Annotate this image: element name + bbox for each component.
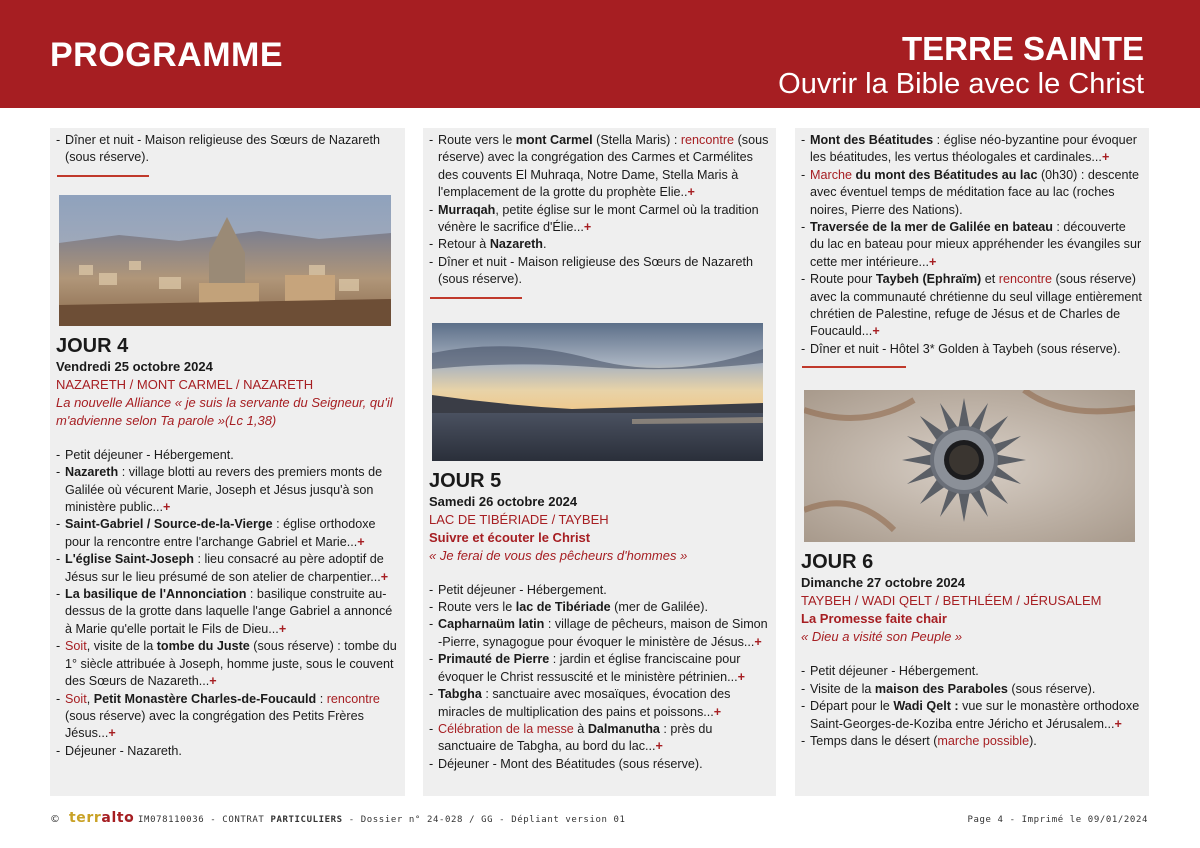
day-theme: La Promesse faite chair: [801, 611, 947, 627]
list-item: - Célébration de la messe à Dalmanutha : près du sanctuaire de Tabgha, au bord du lac...+: [429, 721, 770, 756]
day-quote: « Dieu a visité son Peuple »: [801, 629, 963, 645]
list-item: - Route vers le mont Carmel (Stella Maris) : rencontre (sous réserve) avec la congrégation des Carmes et Carmélites des couvents El Muhraqa, Notre Dame, Stella Maris à l'emplacement de la grotte du prophète Elie..+: [429, 132, 770, 202]
day-date: Dimanche 27 octobre 2024: [801, 575, 966, 591]
list-item: - Déjeuner - Nazareth.: [56, 743, 399, 760]
day-date: Samedi 26 octobre 2024: [429, 493, 578, 509]
item-list: [801, 663, 1143, 750]
item-list-top: [801, 132, 1143, 358]
trip-title: TERRE SAINTE: [901, 30, 1144, 67]
list-item: - Soit, Petit Monastère Charles-de-Foucauld : rencontre (sous réserve) avec la congrégation des Petits Frères Jésus...+: [56, 691, 399, 743]
list-item: - Mont des Béatitudes : église néo-byzantine pour évoquer les béatitudes, les vertus théologales et cardinales...+: [801, 132, 1143, 167]
list-item: - Saint-Gabriel / Source-de-la-Vierge : église orthodoxe pour la rencontre entre l'archange Gabriel et Marie...+: [56, 516, 399, 551]
more-link[interactable]: +: [872, 324, 880, 339]
more-link[interactable]: +: [583, 220, 592, 235]
item-list-top: [429, 132, 770, 289]
more-link[interactable]: +: [278, 621, 287, 636]
list-item: - Temps dans le désert (marche possible).: [801, 733, 1143, 750]
more-link[interactable]: +: [687, 185, 695, 200]
day-route: TAYBEH / WADI QELT / BETHLÉEM / JÉRUSALEM: [801, 593, 1102, 609]
more-link[interactable]: +: [1101, 150, 1110, 165]
list-item: - Dîner et nuit - Maison religieuse des Sœurs de Nazareth (sous réserve).: [429, 254, 770, 289]
day-quote: La nouvelle Alliance « je suis la servante du Seigneur, qu'il m'advienne selon Ta parole »(Lc 1,38): [56, 394, 393, 428]
page-header: [0, 0, 1200, 108]
list-item: - Dîner et nuit - Hôtel 3* Golden à Taybeh (sous réserve).: [801, 341, 1143, 358]
separator: [430, 297, 522, 299]
list-item: - Retour à Nazareth.: [429, 236, 770, 253]
page-title: PROGRAMME: [50, 36, 284, 74]
list-item: - Petit déjeuner - Hébergement.: [801, 663, 1143, 680]
list-item: - Déjeuner - Mont des Béatitudes (sous réserve).: [429, 756, 770, 773]
more-link[interactable]: +: [655, 739, 663, 754]
lake-photo: [432, 323, 763, 461]
column-1: [50, 128, 405, 796]
more-link[interactable]: +: [357, 534, 365, 549]
item-list-top: [56, 132, 399, 167]
footer-info: - IM078110036 - CONTRAT PARTICULIERS - Dossier n° 24-028 / GG - Dépliant version 01: [126, 815, 626, 825]
trip-subtitle: Ouvrir la Bible avec le Christ: [778, 68, 1144, 100]
list-item: - La basilique de l'Annonciation : basilique construite au-dessus de la grotte dans laquelle l'ange Gabriel a annoncé à Marie qu'elle portait le Fils de Dieu...+: [56, 586, 399, 638]
list-item: - Murraqah, petite église sur le mont Carmel où la tradition vénère le sacrifice d'Élie...+: [429, 202, 770, 237]
day-quote: « Je ferai de vous des pêcheurs d'hommes »: [429, 547, 688, 563]
list-item: - Dîner et nuit - Maison religieuse des Sœurs de Nazareth (sous réserve).: [56, 132, 399, 167]
day-title: JOUR 6: [801, 551, 874, 574]
list-item: - Tabgha : sanctuaire avec mosaïques, évocation des miracles de multiplication des pains et poissons...+: [429, 686, 770, 721]
page-footer: [50, 810, 1148, 830]
day-title: JOUR 5: [429, 469, 502, 492]
page-number: Page 4 - Imprimé le 09/01/2024: [967, 815, 1148, 825]
day-title: JOUR 4: [56, 334, 129, 357]
more-link[interactable]: +: [754, 634, 762, 649]
list-item: - Petit déjeuner - Hébergement.: [56, 447, 399, 464]
nativity-star-photo: [804, 390, 1135, 542]
terralto-logo: terralto: [69, 810, 135, 826]
list-item: - Primauté de Pierre : jardin et église franciscaine pour évoquer le Christ ressuscité et le ministère pétrinien...+: [429, 651, 770, 686]
day-theme: Suivre et écouter le Christ: [429, 529, 591, 545]
list-item: - Nazareth : village blotti au revers des premiers monts de Galilée où vécurent Marie, Joseph et Jésus jusqu'à son ministère public...+: [56, 464, 399, 516]
separator: [802, 366, 906, 368]
list-item: - Route pour Taybeh (Ephraïm) et rencontre (sous réserve) avec la communauté chrétienne du seul village entièrement chrétien de Palestine, refuge de Jésus et de Charles de Foucauld...+: [801, 271, 1143, 341]
more-link[interactable]: +: [929, 254, 937, 269]
more-link[interactable]: +: [108, 726, 116, 741]
day-route: NAZARETH / MONT CARMEL / NAZARETH: [56, 376, 314, 392]
list-item: - Traversée de la mer de Galilée en bateau : découverte du lac en bateau pour mieux appréhender les évangiles sur cette mer intérieure...+: [801, 219, 1143, 271]
more-link[interactable]: +: [1114, 716, 1122, 731]
day-date: Vendredi 25 octobre 2024: [56, 358, 213, 374]
list-item: - Petit déjeuner - Hébergement.: [429, 582, 770, 599]
more-link[interactable]: +: [737, 669, 745, 684]
column-3: [795, 128, 1149, 796]
more-link[interactable]: +: [209, 674, 217, 689]
separator: [57, 175, 149, 177]
list-item: - L'église Saint-Joseph : lieu consacré au père adoptif de Jésus sur le lieu présumé de son atelier de charpentier...+: [56, 551, 399, 586]
day-route: LAC DE TIBÉRIADE / TAYBEH: [429, 511, 609, 527]
item-list: [56, 447, 399, 760]
more-link[interactable]: +: [163, 500, 171, 515]
list-item: - Capharnaüm latin : village de pêcheurs, maison de Simon -Pierre, synagogue pour évoquer le ministère de Jésus...+: [429, 616, 770, 651]
item-list: [429, 582, 770, 773]
nazareth-photo: [59, 195, 391, 326]
list-item: - Marche du mont des Béatitudes au lac (0h30) : descente avec éventuel temps de méditation face au lac (roches noires, Pierre des Nations).: [801, 167, 1143, 219]
list-item: - Soit, visite de la tombe du Juste (sous réserve) : tombe du 1° siècle attribuée à Joseph, homme juste, sous le couvent des Sœurs de Nazareth...+: [56, 638, 399, 690]
more-link[interactable]: +: [713, 704, 722, 719]
more-link[interactable]: +: [380, 569, 389, 584]
list-item: - Départ pour le Wadi Qelt : vue sur le monastère orthodoxe Saint-Georges-de-Koziba entre Jéricho et Jérusalem...+: [801, 698, 1143, 733]
column-2: [423, 128, 776, 796]
list-item: - Route vers le lac de Tibériade (mer de Galilée).: [429, 599, 770, 616]
copyright-symbol: ©: [50, 814, 61, 825]
list-item: - Visite de la maison des Paraboles (sous réserve).: [801, 681, 1143, 698]
